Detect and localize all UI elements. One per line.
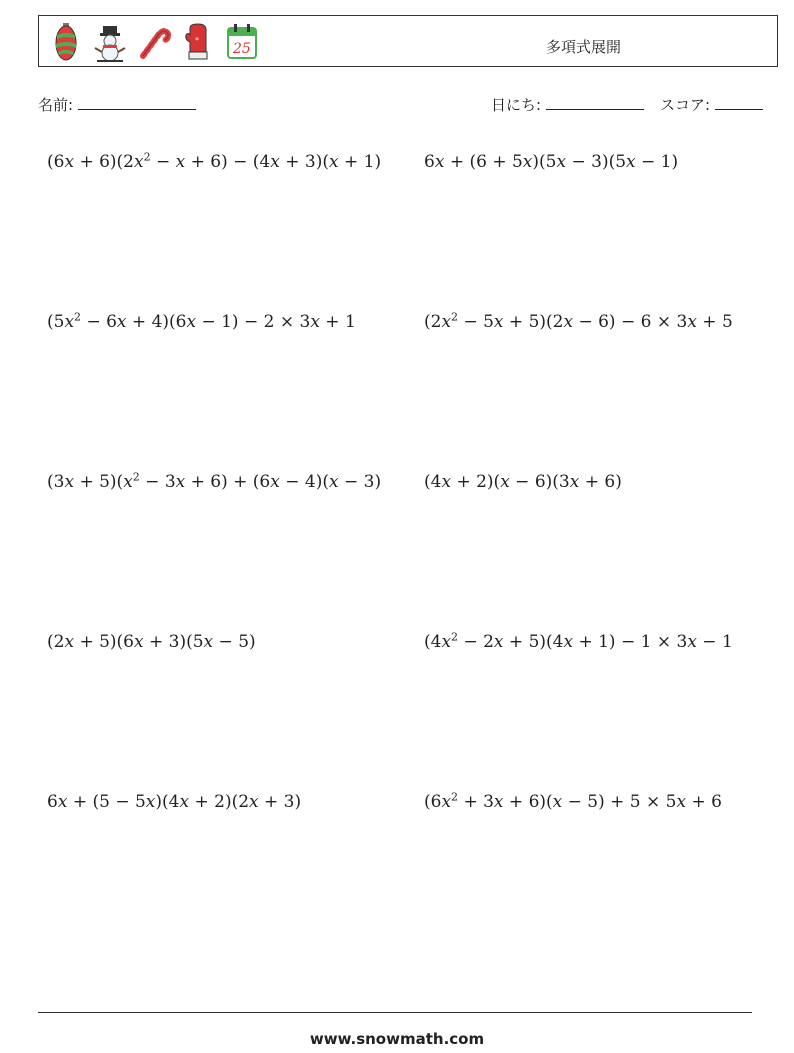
problem-3: $(5x^2 - 6x + 4)(6x - 1) - 2 \times 3x + 1$ <box>47 310 356 332</box>
problem-2: 6x + (6 + 5x)(5x − 3)(5x − 1) <box>424 152 679 172</box>
footer-website[interactable]: www.snowmath.com <box>309 1030 485 1048</box>
candy-cane-icon <box>137 22 171 62</box>
svg-text:25: 25 <box>233 41 251 57</box>
footer-divider <box>38 1012 752 1013</box>
problem-6: (4x + 2)(x − 6)(3x + 6) <box>424 472 622 492</box>
name-label: 名前: <box>38 96 74 114</box>
problem-1: $(6x + 6)(2x^2 - x + 6) - (4x + 3)(x + 1)$ <box>47 150 382 172</box>
problem-10: $(6x^2 + 3x + 6)(x - 5) + 5 \times 5x + 6$ <box>424 790 722 812</box>
problem-7: (2x + 5)(6x + 3)(5x − 5) <box>47 632 256 652</box>
header-box <box>38 15 778 67</box>
worksheet-title: 多項式展開 <box>546 38 622 56</box>
score-label: スコア: <box>660 96 711 114</box>
score-field <box>660 94 763 115</box>
mitten-icon <box>181 22 215 62</box>
calendar-25-icon <box>225 22 259 62</box>
problem-8: $(4x^2 - 2x + 5)(4x + 1) - 1 \times 3x - 1$ <box>424 630 733 652</box>
snowman-icon <box>93 22 127 62</box>
ornament-icon <box>49 22 83 62</box>
name-blank[interactable] <box>78 95 196 110</box>
date-blank[interactable] <box>546 95 644 110</box>
name-field <box>38 94 196 115</box>
problem-5: $(3x + 5)(x^2 - 3x + 6) + (6x - 4)(x - 3)$ <box>47 470 382 492</box>
date-field <box>491 94 644 115</box>
icon-row <box>49 22 259 62</box>
score-blank[interactable] <box>715 95 763 110</box>
problem-4: $(2x^2 - 5x + 5)(2x - 6) - 6 \times 3x + 5$ <box>424 310 733 332</box>
date-label: 日にち: <box>491 96 542 114</box>
problem-9: 6x + (5 − 5x)(4x + 2)(2x + 3) <box>47 792 302 812</box>
student-fields <box>38 94 770 114</box>
svg-text:*: * <box>195 36 199 45</box>
